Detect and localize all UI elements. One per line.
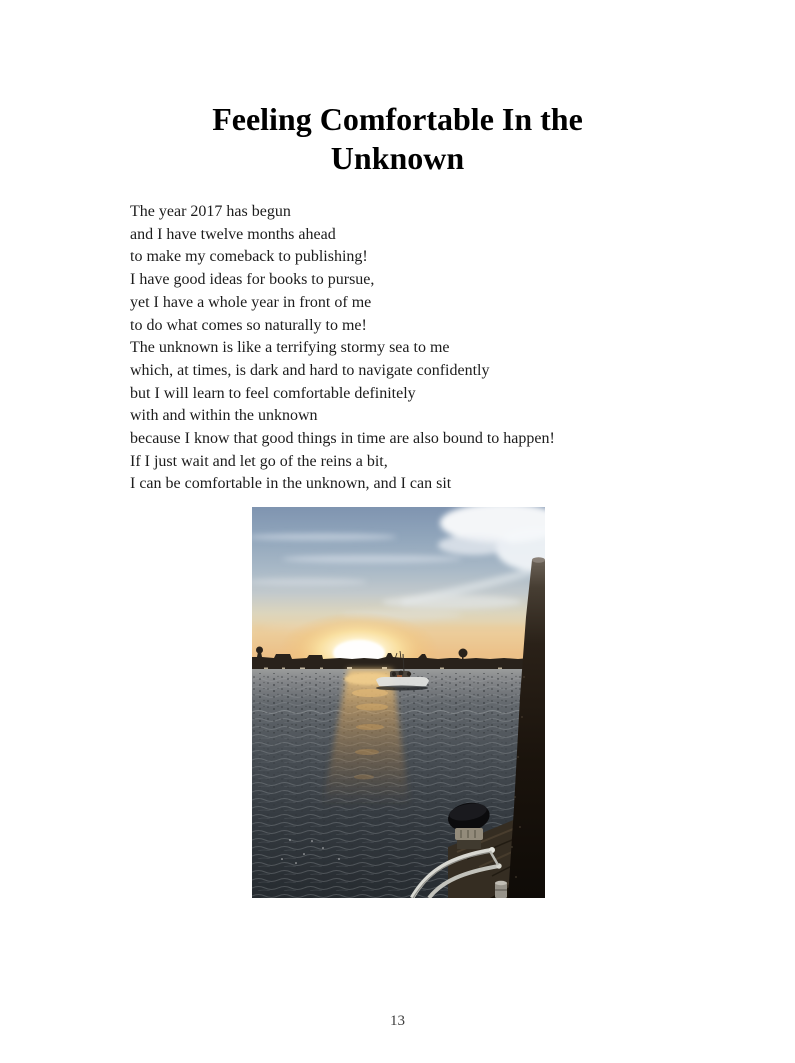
motor-base (455, 828, 483, 840)
metal-fitting (495, 881, 507, 898)
poem-line: but I will learn to feel comfortable definitely (130, 384, 416, 402)
sunset-photo-image (252, 507, 545, 898)
page-title: Feeling Comfortable In the Unknown (212, 101, 583, 176)
poem-line: yet I have a whole year in front of me (130, 293, 372, 311)
poem-line: The year 2017 has begun (130, 203, 291, 220)
page-number: 13 (390, 1013, 405, 1029)
poem-line: I have good ideas for books to pursue, (130, 271, 375, 289)
poem-line: The unknown is like a terrifying stormy sea to me (130, 339, 450, 357)
poem-line: and I have twelve months ahead (130, 225, 336, 243)
poem-line: which, at times, is dark and hard to navigate confidently (130, 361, 490, 379)
poem-line: to make my comeback to publishing! (130, 248, 368, 266)
poem-line: If I just wait and let go of the reins a bit, (130, 452, 388, 470)
sunset-photo (252, 507, 545, 898)
poem-line: with and within the unknown (130, 407, 318, 425)
poem-line: because I know that good things in time are also bound to happen! (130, 430, 555, 448)
poem-line: to do what comes so naturally to me! (130, 316, 367, 334)
poem (130, 201, 690, 496)
poem-line: I can be comfortable in the unknown, and I can sit (130, 475, 452, 493)
